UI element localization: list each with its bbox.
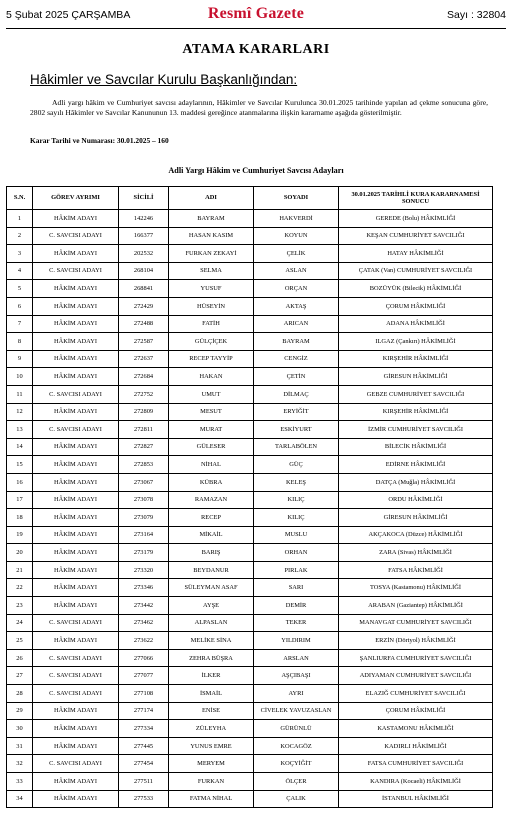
table-row [7,333,493,351]
row-result: KEŞAN CUMHURİYET SAVCILIĞI [339,227,493,245]
row-first-name: MESUT [169,403,254,421]
row-first-name: AYŞE [169,597,254,615]
row-first-name: GÜLESER [169,438,254,456]
row-result: GEBZE CUMHURİYET SAVCILIĞI [339,385,493,403]
row-first-name: ALPASLAN [169,614,254,632]
row-role: HÂKİM ADAYI [33,368,119,386]
row-number: 18 [7,509,33,527]
row-first-name: NİHAL [169,456,254,474]
table-row [7,614,493,632]
row-first-name: HAKAN [169,368,254,386]
row-registry: 268104 [119,262,169,280]
row-number: 17 [7,491,33,509]
row-last-name: KILIÇ [254,491,339,509]
header-role: GÖREV AYRIMI [33,187,119,210]
row-number: 4 [7,262,33,280]
row-role: HÂKİM ADAYI [33,579,119,597]
row-number: 15 [7,456,33,474]
row-role: HÂKİM ADAYI [33,333,119,351]
row-last-name: KELEŞ [254,473,339,491]
table-row [7,297,493,315]
row-result: FATSA CUMHURİYET SAVCILIĞI [339,755,493,773]
issue-date: 5 Şubat 2025 ÇARŞAMBA [6,9,131,21]
section-title: ATAMA KARARLARI [182,42,330,57]
row-registry: 273164 [119,526,169,544]
row-result: İZMİR CUMHURİYET SAVCILIĞI [339,421,493,439]
row-result: MANAVGAT CUMHURİYET SAVCILIĞI [339,614,493,632]
table-row [7,685,493,703]
row-result: AKÇAKOCA (Düzce) HÂKİMLİĞİ [339,526,493,544]
row-registry: 277077 [119,667,169,685]
row-role: HÂKİM ADAYI [33,297,119,315]
row-role: HÂKİM ADAYI [33,210,119,228]
row-last-name: ORHAN [254,544,339,562]
table-row [7,702,493,720]
row-first-name: ENİSE [169,702,254,720]
table-row [7,509,493,527]
row-number: 12 [7,403,33,421]
table-row [7,737,493,755]
row-registry: 272752 [119,385,169,403]
row-result: EDİRNE HÂKİMLİĞİ [339,456,493,474]
row-role: HÂKİM ADAYI [33,315,119,333]
table-title: Adli Yargı Hâkim ve Cumhuriyet Savcısı Adayları [168,166,344,175]
row-last-name: ÖLÇER [254,773,339,791]
table-row [7,473,493,491]
table-row [7,544,493,562]
row-role: HÂKİM ADAYI [33,473,119,491]
table-row [7,720,493,738]
row-last-name: DİLMAÇ [254,385,339,403]
table-row [7,227,493,245]
row-first-name: MELİKE SİNA [169,632,254,650]
row-registry: 272827 [119,438,169,456]
table-row [7,421,493,439]
row-role: HÂKİM ADAYI [33,720,119,738]
row-number: 2 [7,227,33,245]
row-result: BOZÜYÜK (Bilecik) HÂKİMLİĞİ [339,280,493,298]
row-registry: 273320 [119,561,169,579]
row-first-name: BARIŞ [169,544,254,562]
row-role: HÂKİM ADAYI [33,456,119,474]
row-registry: 268841 [119,280,169,298]
table-row [7,632,493,650]
table-row [7,526,493,544]
row-number: 26 [7,649,33,667]
row-last-name: ESKİYURT [254,421,339,439]
row-last-name: AŞÇIBAŞI [254,667,339,685]
row-last-name: ÇETİN [254,368,339,386]
row-registry: 277334 [119,720,169,738]
row-number: 16 [7,473,33,491]
row-result: ÇATAK (Van) CUMHURİYET SAVCILIĞI [339,262,493,280]
table-row [7,773,493,791]
row-result: GEREDE (Bolu) HÂKİMLİĞİ [339,210,493,228]
row-last-name: HAKVERDİ [254,210,339,228]
row-role: HÂKİM ADAYI [33,790,119,808]
row-last-name: SARI [254,579,339,597]
table-row [7,561,493,579]
row-registry: 273346 [119,579,169,597]
row-first-name: YUNUS EMRE [169,737,254,755]
row-result: ADIYAMAN CUMHURİYET SAVCILIĞI [339,667,493,685]
row-last-name: AYRI [254,685,339,703]
row-registry: 273078 [119,491,169,509]
row-last-name: CİVELEK YAVUZASLAN [254,702,339,720]
row-number: 19 [7,526,33,544]
gazette-title: Resmî Gazete [207,5,305,22]
row-last-name: GÜRÜNLÜ [254,720,339,738]
row-number: 32 [7,755,33,773]
row-number: 20 [7,544,33,562]
row-last-name: ARICAN [254,315,339,333]
row-role: C. SAVCISI ADAYI [33,649,119,667]
header-registry: SİCİLİ [119,187,169,210]
row-result: ORDU HÂKİMLİĞİ [339,491,493,509]
row-first-name: RAMAZAN [169,491,254,509]
row-registry: 202532 [119,245,169,263]
row-first-name: FATMA NİHAL [169,790,254,808]
row-first-name: FURKAN ZEKAYİ [169,245,254,263]
row-last-name: AKTAŞ [254,297,339,315]
row-role: HÂKİM ADAYI [33,561,119,579]
row-role: C. SAVCISI ADAYI [33,385,119,403]
row-last-name: KILIÇ [254,509,339,527]
row-last-name: ÇELİK [254,245,339,263]
row-last-name: GÜÇ [254,456,339,474]
row-result: ŞANLIURFA CUMHURİYET SAVCILIĞI [339,649,493,667]
row-last-name: KOÇYİĞİT [254,755,339,773]
row-number: 5 [7,280,33,298]
row-result: KIRŞEHİR HÂKİMLİĞİ [339,403,493,421]
row-registry: 277108 [119,685,169,703]
row-number: 7 [7,315,33,333]
row-number: 6 [7,297,33,315]
row-result: GİRESUN HÂKİMLİĞİ [339,368,493,386]
row-first-name: FATİH [169,315,254,333]
header-sn: S.N. [7,187,33,210]
row-last-name: DEMİR [254,597,339,615]
header-result: 30.01.2025 TARİHLİ KURA KARARNAMESİ SONUCU [339,187,493,210]
row-number: 27 [7,667,33,685]
table-row [7,649,493,667]
row-result: BİLECİK HÂKİMLİĞİ [339,438,493,456]
row-role: C. SAVCISI ADAYI [33,614,119,632]
row-first-name: İLKER [169,667,254,685]
table-row [7,245,493,263]
row-role: HÂKİM ADAYI [33,245,119,263]
row-first-name: YUSUF [169,280,254,298]
row-role: HÂKİM ADAYI [33,544,119,562]
row-number: 31 [7,737,33,755]
row-first-name: İSMAİL [169,685,254,703]
row-role: HÂKİM ADAYI [33,526,119,544]
row-first-name: BAYRAM [169,210,254,228]
row-registry: 272811 [119,421,169,439]
row-role: HÂKİM ADAYI [33,702,119,720]
row-role: C. SAVCISI ADAYI [33,262,119,280]
table-row [7,790,493,808]
row-number: 21 [7,561,33,579]
row-registry: 273622 [119,632,169,650]
row-registry: 273179 [119,544,169,562]
row-role: HÂKİM ADAYI [33,509,119,527]
row-first-name: RECEP TAYYİP [169,350,254,368]
row-last-name: BAYRAM [254,333,339,351]
row-last-name: YILDIRIM [254,632,339,650]
row-last-name: ASLAN [254,262,339,280]
table-row [7,667,493,685]
row-registry: 277454 [119,755,169,773]
row-registry: 273079 [119,509,169,527]
row-last-name: ORÇAN [254,280,339,298]
row-result: ADANA HÂKİMLİĞİ [339,315,493,333]
row-first-name: BEYDANUR [169,561,254,579]
row-role: C. SAVCISI ADAYI [33,755,119,773]
row-registry: 272587 [119,333,169,351]
row-registry: 277174 [119,702,169,720]
row-first-name: ZEHRA BÜŞRA [169,649,254,667]
row-first-name: ZÜLEYHA [169,720,254,738]
row-role: C. SAVCISI ADAYI [33,685,119,703]
row-role: HÂKİM ADAYI [33,350,119,368]
row-first-name: MİKAİL [169,526,254,544]
row-number: 22 [7,579,33,597]
row-result: GİRESUN HÂKİMLİĞİ [339,509,493,527]
row-role: HÂKİM ADAYI [33,438,119,456]
row-role: HÂKİM ADAYI [33,280,119,298]
row-result: KASTAMONU HÂKİMLİĞİ [339,720,493,738]
row-result: DATÇA (Muğla) HÂKİMLİĞİ [339,473,493,491]
row-role: HÂKİM ADAYI [33,491,119,509]
table-row [7,315,493,333]
table-row [7,262,493,280]
row-registry: 272809 [119,403,169,421]
row-last-name: KOCAGÖZ [254,737,339,755]
row-last-name: MUSLU [254,526,339,544]
row-role: HÂKİM ADAYI [33,597,119,615]
row-result: ÇORUM HÂKİMLİĞİ [339,702,493,720]
row-last-name: ARSLAN [254,649,339,667]
table-row [7,755,493,773]
row-number: 23 [7,597,33,615]
row-registry: 142246 [119,210,169,228]
row-number: 24 [7,614,33,632]
row-number: 25 [7,632,33,650]
row-registry: 272637 [119,350,169,368]
row-registry: 166377 [119,227,169,245]
row-role: HÂKİM ADAYI [33,632,119,650]
header-last-name: SOYADI [254,187,339,210]
decision-line: Karar Tarihi ve Numarası: 30.01.2025 – 160 [30,136,169,145]
row-number: 10 [7,368,33,386]
table-row [7,491,493,509]
row-number: 14 [7,438,33,456]
row-last-name: ÇALIK [254,790,339,808]
row-role: C. SAVCISI ADAYI [33,667,119,685]
table-row [7,438,493,456]
table-row [7,210,493,228]
table-row [7,579,493,597]
row-registry: 273462 [119,614,169,632]
row-number: 1 [7,210,33,228]
row-first-name: FURKAN [169,773,254,791]
row-result: ELAZIĞ CUMHURİYET SAVCILIĞI [339,685,493,703]
row-first-name: KÜBRA [169,473,254,491]
row-last-name: TEKER [254,614,339,632]
intro-paragraph: Adli yargı hâkim ve Cumhuriyet savcısı adaylarının, Hâkimler ve Savcılar Kurulunca 30.01.2025 tarihinde yapılan ad çekme sonucuna göre, 2802 sayılı Hâkimler ve Savcılar Kanununun 13. maddesi gereğince atanmalarına ilişkin kararname aşağıda gösterilmiştir. [30,98,488,118]
row-number: 30 [7,720,33,738]
issue-number: Sayı : 32804 [447,9,506,21]
row-result: ILGAZ (Çankırı) HÂKİMLİĞİ [339,333,493,351]
table-row [7,456,493,474]
row-first-name: HASAN KASIM [169,227,254,245]
row-last-name: PIRLAK [254,561,339,579]
header-first-name: ADI [169,187,254,210]
row-result: TOSYA (Kastamonu) HÂKİMLİĞİ [339,579,493,597]
row-first-name: MERYEM [169,755,254,773]
authority-heading: Hâkimler ve Savcılar Kurulu Başkanlığından: [30,72,298,87]
table-header-row [7,187,493,210]
row-result: HATAY HÂKİMLİĞİ [339,245,493,263]
row-result: ARABAN (Gaziantep) HÂKİMLİĞİ [339,597,493,615]
row-role: HÂKİM ADAYI [33,773,119,791]
row-registry: 277445 [119,737,169,755]
row-result: FATSA HÂKİMLİĞİ [339,561,493,579]
row-registry: 273067 [119,473,169,491]
row-number: 8 [7,333,33,351]
row-registry: 272488 [119,315,169,333]
table-row [7,350,493,368]
row-registry: 272429 [119,297,169,315]
row-last-name: KOYUN [254,227,339,245]
row-first-name: RECEP [169,509,254,527]
row-registry: 273442 [119,597,169,615]
row-result: KIRŞEHİR HÂKİMLİĞİ [339,350,493,368]
table-row [7,280,493,298]
row-last-name: TARLABÖLEN [254,438,339,456]
row-last-name: CENGİZ [254,350,339,368]
row-number: 11 [7,385,33,403]
row-result: ZARA (Sivas) HÂKİMLİĞİ [339,544,493,562]
row-registry: 272853 [119,456,169,474]
row-number: 3 [7,245,33,263]
row-result: İSTANBUL HÂKİMLİĞİ [339,790,493,808]
appointments-table [6,186,493,808]
row-first-name: MURAT [169,421,254,439]
table-row [7,403,493,421]
row-number: 33 [7,773,33,791]
row-registry: 277066 [119,649,169,667]
row-number: 29 [7,702,33,720]
row-registry: 272684 [119,368,169,386]
row-number: 28 [7,685,33,703]
table-row [7,385,493,403]
row-number: 9 [7,350,33,368]
row-role: C. SAVCISI ADAYI [33,421,119,439]
row-result: ERZİN (Dörtyol) HÂKİMLİĞİ [339,632,493,650]
row-result: KANDIRA (Kocaeli) HÂKİMLİĞİ [339,773,493,791]
row-role: C. SAVCISI ADAYI [33,227,119,245]
row-role: HÂKİM ADAYI [33,737,119,755]
row-first-name: SELMA [169,262,254,280]
row-first-name: GÜLÇİÇEK [169,333,254,351]
table-row [7,368,493,386]
row-last-name: ERYİĞİT [254,403,339,421]
row-first-name: UMUT [169,385,254,403]
row-number: 13 [7,421,33,439]
row-registry: 277533 [119,790,169,808]
row-result: KADIRLI HÂKİMLİĞİ [339,737,493,755]
row-result: ÇORUM HÂKİMLİĞİ [339,297,493,315]
header-divider [6,28,506,29]
row-first-name: HÜSEYİN [169,297,254,315]
row-registry: 277511 [119,773,169,791]
row-number: 34 [7,790,33,808]
gazette-header [6,6,506,24]
table-row [7,597,493,615]
row-first-name: SÜLEYMAN ASAF [169,579,254,597]
row-role: HÂKİM ADAYI [33,403,119,421]
